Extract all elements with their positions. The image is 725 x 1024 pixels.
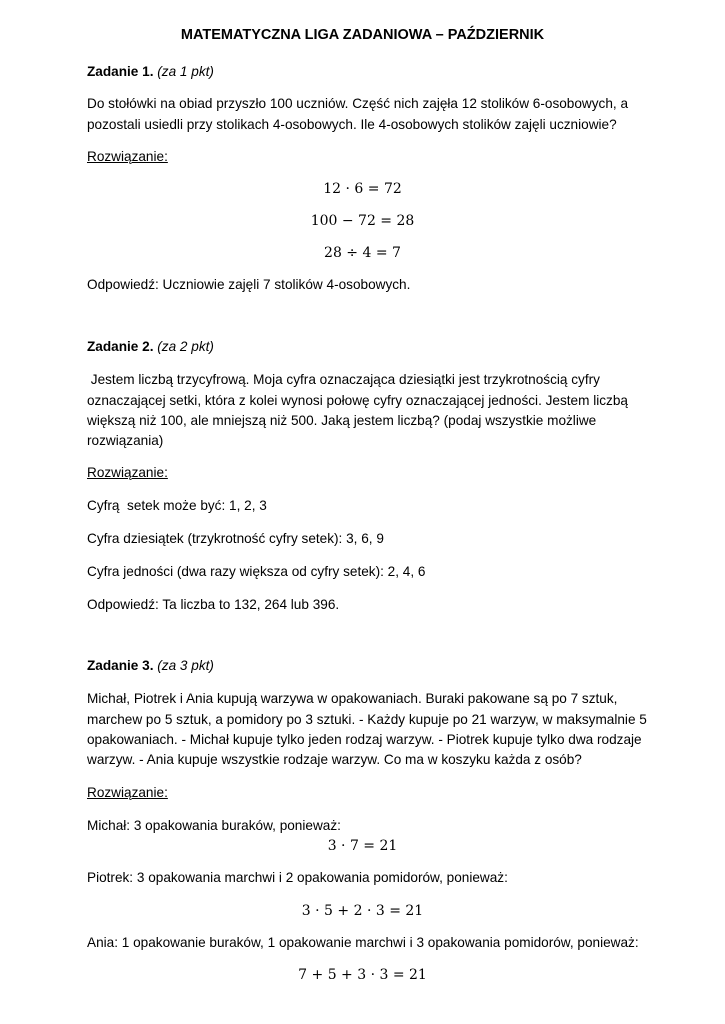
task1-equation-3: 28 ÷ 4 = 7 xyxy=(324,245,401,261)
task1-equation-2: 100 − 72 = 28 xyxy=(310,213,415,229)
task2-text-line-2: oznaczającej setki, która z kolei wynosi połowę cyfry oznaczającej jedności. Jestem liczbą xyxy=(87,393,628,408)
task3-text-line-4: warzyw. - Ania kupuje wszystkie rodzaje warzyw. Co ma w koszyku każda z osób? xyxy=(87,752,582,767)
task3-solution-label: Rozwiązanie: xyxy=(87,785,168,800)
task2-step-3: Cyfra jedności (dwa razy większa od cyfry setek): 2, 4, 6 xyxy=(87,564,426,579)
task1-answer: Odpowiedź: Uczniowie zajęli 7 stolików 4-osobowych. xyxy=(87,277,411,292)
task3-text-line-1: Michał, Piotrek i Ania kupują warzywa w opakowaniach. Buraki pakowane są po 7 sztuk, xyxy=(87,691,618,706)
task3-heading-line xyxy=(87,656,214,676)
task1-heading-line xyxy=(87,62,214,82)
page-title: MATEMATYCZNA LIGA ZADANIOWA – PAŹDZIERNIK xyxy=(180,27,545,43)
task1-heading: Zadanie 1. xyxy=(87,64,154,79)
task3-piotrek-equation: 3 · 5 + 2 · 3 = 21 xyxy=(301,903,424,919)
task2-text-line-1: Jestem liczbą trzycyfrową. Moja cyfra oznaczająca dziesiątki jest trzykrotnością cyfry xyxy=(87,372,600,387)
task3-points: (za 3 pkt) xyxy=(157,658,214,673)
task2-heading-line xyxy=(87,337,214,357)
task2-points: (za 2 pkt) xyxy=(157,339,214,354)
task3-piotrek-text: Piotrek: 3 opakowania marchwi i 2 opakowania pomidorów, ponieważ: xyxy=(87,870,508,885)
task1-text-line-2: pozostali usiedli przy stolikach 4-osobowych. Ile 4-osobowych stolików zajęli uczniowie? xyxy=(87,117,617,132)
task1-equation-1: 12 · 6 = 72 xyxy=(323,181,402,197)
task1-solution-label: Rozwiązanie: xyxy=(87,149,168,164)
task3-michal-text: Michał: 3 opakowania buraków, ponieważ: xyxy=(87,818,341,833)
task2-answer: Odpowiedź: Ta liczba to 132, 264 lub 396. xyxy=(87,597,340,612)
task1-points: (za 1 pkt) xyxy=(157,64,214,79)
task3-ania-equation: 7 + 5 + 3 · 3 = 21 xyxy=(298,967,427,983)
task2-step-1: Cyfrą setek może być: 1, 2, 3 xyxy=(87,498,267,513)
task3-text-line-2: marchew po 5 sztuk, a pomidory po 3 sztuki. - Każdy kupuje po 21 warzyw, w maksymalnie 5 xyxy=(87,712,647,727)
task3-heading: Zadanie 3. xyxy=(87,658,154,673)
task2-step-2: Cyfra dziesiątek (trzykrotność cyfry setek): 3, 6, 9 xyxy=(87,531,384,546)
task2-text-line-3: większą niż 100, ale mniejszą niż 500. Jaką jestem liczbą? (podaj wszystkie możliwe xyxy=(87,413,597,428)
task3-ania-text: Ania: 1 opakowanie buraków, 1 opakowanie marchwi i 3 opakowania pomidorów, ponieważ: xyxy=(87,935,639,950)
task3-michal-equation: 3 · 7 = 21 xyxy=(327,838,398,854)
task1-text-line-1: Do stołówki na obiad przyszło 100 uczniów. Część nich zajęła 12 stolików 6-osobowych, a xyxy=(87,96,629,111)
task2-heading: Zadanie 2. xyxy=(87,339,154,354)
task2-solution-label: Rozwiązanie: xyxy=(87,465,168,480)
task3-text-line-3: opakowaniach. - Michał kupuje tylko jeden rodzaj warzyw. - Piotrek kupuje tylko dwa rodzaje xyxy=(87,732,642,747)
task2-text-line-4: rozwiązania) xyxy=(87,433,164,448)
